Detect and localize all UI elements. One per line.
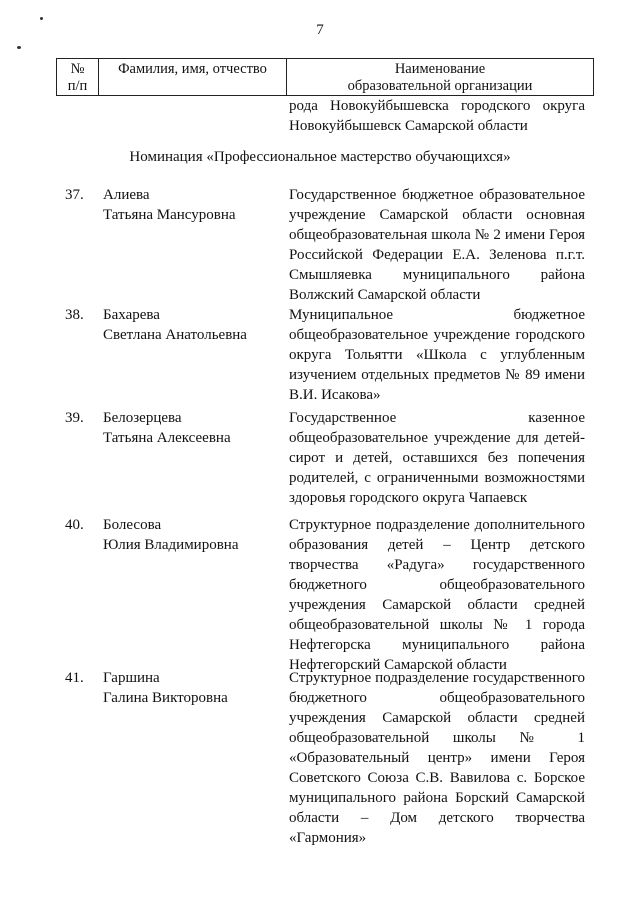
surname: Белозерцева: [103, 410, 182, 426]
header-name-label: Фамилия, имя, отчество: [118, 61, 267, 77]
entry-number: 38.: [65, 307, 84, 323]
header-number-label: №: [70, 61, 85, 77]
header-organization-label: Наименование: [394, 61, 486, 77]
given-names: Татьяна Мансуровна: [103, 207, 236, 223]
given-names: Татьяна Алексеевна: [103, 430, 231, 446]
person-name: [103, 668, 283, 708]
entry-number: 40.: [65, 517, 84, 533]
header-organization-label: образовательной организации: [347, 78, 533, 94]
entry-number: 39.: [65, 410, 84, 426]
surname: Гаршина: [103, 670, 160, 686]
given-names: Галина Викторовна: [103, 690, 228, 706]
organization-name: [289, 668, 585, 848]
given-names: Юлия Владимировна: [103, 537, 239, 553]
organization-name: [289, 185, 585, 305]
organization-text: Государственное казенное общеобразовательное учреждение для детей-сирот и детей, оставшихся без попечения родителей, с ограниченными возможностями здоровья городского округа Чапаевск: [289, 410, 585, 506]
continued-organization-text: рода Новокуйбышевска городского округа Новокуйбышевск Самарской области: [289, 98, 585, 134]
scan-mark: [17, 46, 21, 49]
organization-text: Структурное подразделение государственного бюджетного общеобразовательного учреждения Самарской области средней общеобразовательной школы № 1 «Образовательный центр» имени Героя Советского Союза С.В. Вавилова с. Борское муниципального района Борский Самарской области – Дом детского творчества «Гармония»: [289, 670, 585, 846]
surname: Болесова: [103, 517, 162, 533]
person-name: [103, 305, 283, 345]
organization-text: Государственное бюджетное образовательное учреждение Самарской области основная общеобразовательная школа № 2 имени Героя Российской Федерации Е.А. Зеленова п.г.т. Смышляевка муниципального района Волжский Самарской области: [289, 187, 585, 303]
organization-name: [289, 305, 585, 405]
nomination-heading: Номинация «Профессиональное мастерство обучающихся»: [129, 149, 511, 165]
header-organization-column: [286, 59, 593, 95]
organization-name: [289, 515, 585, 675]
entry-number: 41.: [65, 670, 84, 686]
given-names: Светлана Анатольевна: [103, 327, 247, 343]
organization-name: [289, 408, 585, 508]
page-number: 7: [316, 22, 324, 38]
organization-text: Структурное подразделение дополнительного образования детей – Центр детского творчества «Радуга» государственного бюджетного общеобразовательного учреждения Самарской области средней общеобразовательной школы № 1 города Нефтегорска муниципального района Нефтегорский Самарской области: [289, 517, 585, 673]
organization-text: Муниципальное бюджетное общеобразовательное учреждение городского округа Тольятти «Школа с углубленным изучением отдельных предметов № 89 имени В.И. Исакова»: [289, 307, 585, 403]
entry-number: 37.: [65, 187, 84, 203]
header-name-column: [98, 59, 286, 95]
person-name: [103, 515, 283, 555]
surname: Алиева: [103, 187, 150, 203]
surname: Бахарева: [103, 307, 160, 323]
person-name: [103, 185, 283, 225]
header-number-column: [57, 59, 98, 95]
scan-mark: [40, 17, 43, 20]
table-header: [56, 58, 594, 96]
person-name: [103, 408, 283, 448]
header-number-label: п/п: [67, 78, 88, 94]
